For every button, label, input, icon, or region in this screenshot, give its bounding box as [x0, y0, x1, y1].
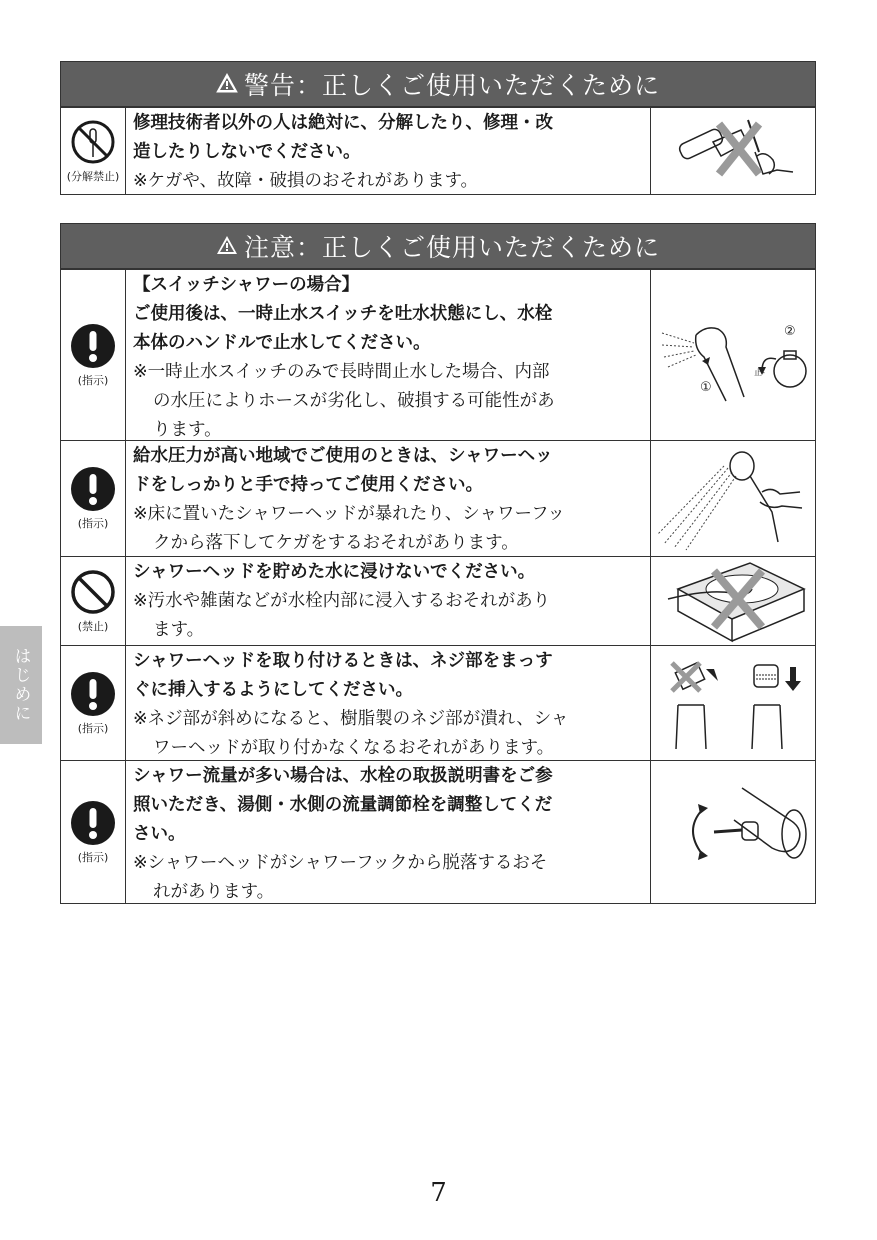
warning-bold-line: 造したりしないでください。	[133, 142, 361, 162]
caution-bold-line: ドをしっかりと手で持ってご使用ください。	[133, 475, 483, 495]
warning-panel	[60, 61, 816, 195]
caution-bold-line: シャワーヘッドを取り付けるときは、ネジ部をまっす	[133, 651, 553, 671]
mandatory-exclamation-icon	[70, 671, 116, 717]
caution-bold-line: 照いただき、湯側・水側の流量調節栓を調整してくだ	[133, 795, 553, 815]
caution-note-line: ります。	[153, 420, 222, 440]
mandatory-exclamation-icon	[70, 323, 116, 369]
instruction-cell	[61, 270, 126, 440]
caution-bold-line: シャワーヘッドを貯めた水に浸けないでください。	[133, 562, 536, 582]
caution-row-high-pressure	[61, 440, 815, 556]
caution-header	[61, 224, 815, 269]
warning-text	[126, 108, 651, 194]
hand-held-shower-illustration	[651, 441, 815, 556]
caution-panel	[60, 223, 816, 904]
caution-text	[126, 646, 651, 760]
warning-row	[61, 107, 815, 194]
icon-label: (禁止)	[77, 619, 109, 633]
warning-title: 警告：正しくご使用いただくために	[243, 71, 660, 100]
caution-note-line: ※ネジ部が斜めになると、樹脂製のネジ部が潰れ、シャ	[133, 709, 569, 729]
caution-row-flow-rate	[61, 760, 815, 903]
thread-insertion-illustration	[651, 646, 815, 760]
icon-label: (指示)	[77, 850, 109, 864]
disassembly-prohibited-cell	[61, 108, 126, 194]
caution-text	[126, 557, 651, 645]
instruction-cell	[61, 761, 126, 903]
prohibition-icon	[70, 569, 116, 615]
instruction-cell	[61, 646, 126, 760]
icon-label: (指示)	[77, 373, 109, 387]
caution-bold-line: さい。	[133, 824, 186, 844]
caution-row-thread-insertion	[61, 645, 815, 760]
caution-note-line: れがあります。	[153, 882, 275, 902]
caution-note-line: ※汚水や雑菌などが水栓内部に浸入するおそれがあり	[133, 591, 551, 611]
caution-bold-line: 本体のハンドルで止水してください。	[133, 333, 431, 353]
mandatory-exclamation-icon	[70, 800, 116, 846]
prohibition-cell	[61, 557, 126, 645]
basin-illustration	[651, 557, 815, 645]
figure-label: ①	[700, 380, 712, 395]
caution-row-no-immersion	[61, 556, 815, 645]
caution-row-switch-shower	[61, 269, 815, 440]
disassembly-illustration	[651, 108, 815, 194]
caution-note-line: ワーヘッドが取り付かなくなるおそれがあります。	[153, 738, 555, 758]
switch-shower-illustration	[651, 270, 815, 440]
icon-label: (指示)	[77, 517, 109, 530]
disassembly-prohibited-icon	[70, 119, 116, 165]
caution-text	[126, 761, 651, 903]
caution-heading: 【スイッチシャワーの場合】	[133, 275, 360, 295]
figure-label: ②	[784, 324, 796, 339]
caution-bold-line: シャワー流量が多い場合は、水栓の取扱説明書をご参	[133, 766, 553, 786]
instruction-cell	[61, 441, 126, 556]
caution-title: 注意：正しくご使用いただくために	[243, 233, 660, 262]
caution-triangle-icon	[216, 232, 238, 261]
warning-note-line: ※ケガや、故障・破損のおそれがあります。	[133, 171, 479, 191]
figure-label: 止-	[754, 368, 765, 377]
caution-text	[126, 441, 651, 556]
caution-note-line: の水圧によりホースが劣化し、破損する可能性があ	[153, 391, 555, 411]
caution-note-line: クから落下してケガをするおそれがあります。	[153, 533, 519, 553]
warning-bold-line: 修理技術者以外の人は絶対に、分解したり、修理・改	[133, 113, 553, 133]
caution-note-line: ※一時止水スイッチのみで長時間止水した場合、内部	[133, 362, 550, 382]
section-side-tab: はじめに	[0, 626, 42, 744]
caution-bold-line: 給水圧力が高い地域でご使用のときは、シャワーヘッ	[133, 446, 553, 466]
flow-adjustment-illustration	[651, 761, 815, 903]
mandatory-exclamation-icon	[70, 466, 116, 512]
caution-note-line: ※床に置いたシャワーヘッドが暴れたり、シャワーフッ	[133, 504, 565, 524]
caution-note-line: ます。	[153, 620, 205, 640]
icon-label: (分解禁止)	[66, 169, 120, 183]
caution-bold-line: ぐに挿入するようにしてください。	[133, 680, 413, 700]
caution-bold-line: ご使用後は、一時止水スイッチを吐水状態にし、水栓	[133, 304, 553, 324]
caution-text	[126, 270, 651, 440]
warning-triangle-icon	[216, 70, 238, 99]
page-number: 7	[430, 1178, 447, 1208]
icon-label: (指示)	[77, 721, 109, 735]
caution-note-line: ※シャワーヘッドがシャワーフックから脱落するおそ	[133, 853, 548, 873]
warning-header	[61, 62, 815, 107]
